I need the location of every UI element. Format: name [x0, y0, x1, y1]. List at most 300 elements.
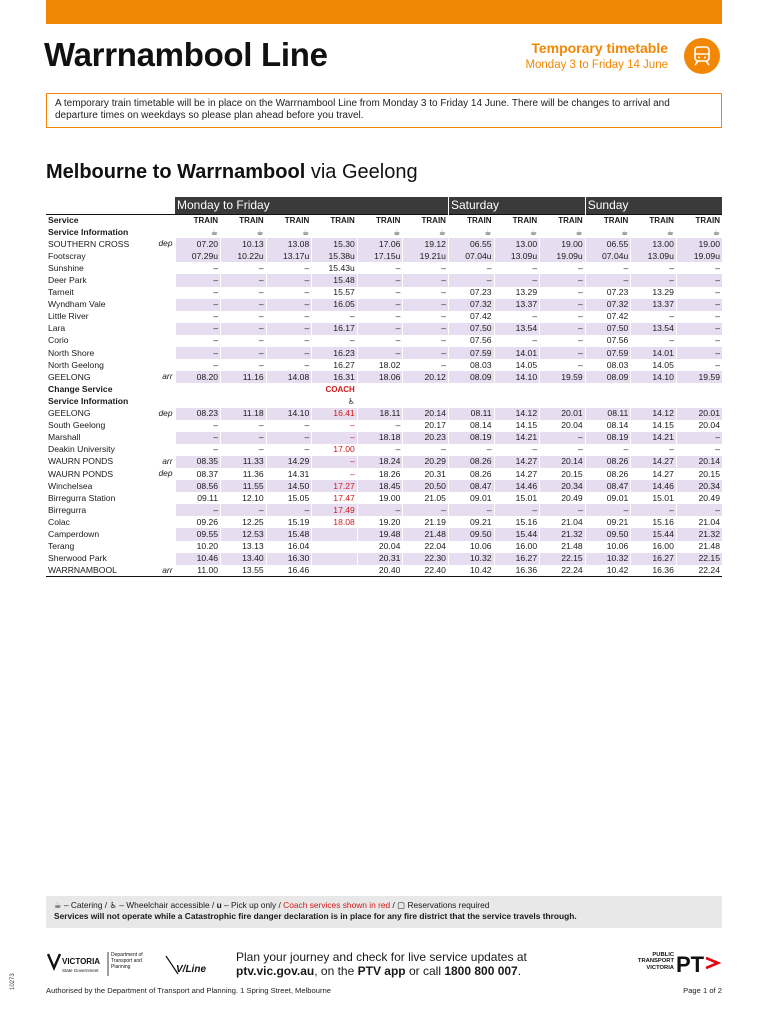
time-cell: TRAIN: [494, 214, 540, 226]
time-cell: ☕: [585, 226, 631, 238]
time-cell: 16.27: [494, 553, 540, 565]
time-cell: TRAIN: [676, 214, 722, 226]
time-cell: –: [312, 420, 358, 432]
time-cell: 14.01: [494, 347, 540, 359]
time-cell: 07.42: [585, 311, 631, 323]
time-cell: 18.18: [357, 432, 403, 444]
legend-u: u: [216, 900, 222, 910]
time-cell: –: [403, 274, 449, 286]
time-cell: 20.01: [540, 408, 586, 420]
time-cell: 14.10: [631, 371, 677, 383]
time-cell: [312, 541, 358, 553]
time-cell: 19.21u: [403, 250, 449, 262]
time-cell: –: [221, 432, 267, 444]
time-cell: 20.50: [403, 480, 449, 492]
time-cell: [403, 383, 449, 395]
time-cell: 09.50: [448, 528, 494, 540]
station-name: [46, 492, 175, 504]
arr-dep-marker: arr: [162, 564, 173, 575]
station-label: Deer Park: [48, 275, 87, 286]
time-cell: 07.42: [448, 311, 494, 323]
time-cell: 15.05: [266, 492, 312, 504]
time-cell: 16.00: [494, 541, 540, 553]
time-cell: 14.31: [266, 468, 312, 480]
time-cell: –: [266, 262, 312, 274]
table-row: [46, 395, 722, 407]
timetable-table: [46, 197, 722, 577]
time-cell: [631, 383, 677, 395]
time-cell: 11.33: [221, 456, 267, 468]
time-cell: 21.05: [403, 492, 449, 504]
time-cell: 15.01: [494, 492, 540, 504]
plan-or: or call: [405, 964, 445, 978]
time-cell: [631, 395, 677, 407]
time-cell: [540, 395, 586, 407]
time-cell: 18.02: [357, 359, 403, 371]
station-label: WAURN PONDS: [48, 468, 114, 479]
time-cell: –: [221, 311, 267, 323]
time-cell: –: [448, 504, 494, 516]
day-header-weekday: Monday to Friday: [175, 197, 448, 214]
legend: [46, 896, 722, 928]
time-cell: 13.13: [221, 541, 267, 553]
time-cell: 19.00: [676, 238, 722, 250]
time-cell: –: [357, 420, 403, 432]
time-cell: 20.23: [403, 432, 449, 444]
time-cell: 20.15: [676, 468, 722, 480]
time-cell: 13.37: [631, 299, 677, 311]
time-cell: 21.04: [676, 516, 722, 528]
station-label: Corio: [48, 335, 69, 346]
time-cell: 20.04: [676, 420, 722, 432]
time-cell: –: [403, 335, 449, 347]
timetable: [46, 197, 722, 577]
time-cell: –: [631, 274, 677, 286]
station-name: [46, 480, 175, 492]
time-cell: –: [585, 274, 631, 286]
time-cell: 16.27: [312, 359, 358, 371]
time-cell: –: [631, 444, 677, 456]
time-cell: 09.55: [175, 528, 221, 540]
time-cell: –: [312, 335, 358, 347]
time-cell: 08.23: [175, 408, 221, 420]
day-header-saturday: Saturday: [448, 197, 585, 214]
time-cell: –: [266, 299, 312, 311]
time-cell: TRAIN: [175, 214, 221, 226]
station-label: WARRNAMBOOL: [48, 565, 117, 576]
time-cell: 15.01: [631, 492, 677, 504]
time-cell: 14.21: [494, 432, 540, 444]
arr-dep-marker: dep: [158, 407, 173, 418]
time-cell: 13.09u: [494, 250, 540, 262]
time-cell: 15.48: [312, 274, 358, 286]
time-cell: –: [585, 444, 631, 456]
day-header-sunday: Sunday: [585, 197, 722, 214]
time-cell: 08.56: [175, 480, 221, 492]
time-cell: –: [175, 335, 221, 347]
time-cell: 20.49: [676, 492, 722, 504]
time-cell: –: [540, 504, 586, 516]
time-cell: 07.59: [585, 347, 631, 359]
time-cell: 10.32: [448, 553, 494, 565]
time-cell: 20.17: [403, 420, 449, 432]
time-cell: 10.46: [175, 553, 221, 565]
time-cell: 08.03: [585, 359, 631, 371]
plan-line-1: Plan your journey and check for live service updates at: [236, 950, 527, 964]
time-cell: 16.36: [494, 565, 540, 577]
time-cell: –: [494, 311, 540, 323]
time-cell: 11.55: [221, 480, 267, 492]
time-cell: –: [494, 274, 540, 286]
time-cell: 08.03: [448, 359, 494, 371]
time-cell: –: [540, 323, 586, 335]
victoria-sub: State Government: [62, 968, 99, 973]
time-cell: 10.42: [585, 565, 631, 577]
table-row: [46, 468, 722, 480]
station-label: Sunshine: [48, 262, 84, 273]
time-cell: 19.59: [676, 371, 722, 383]
time-cell: –: [266, 274, 312, 286]
time-cell: –: [403, 311, 449, 323]
time-cell: TRAIN: [357, 214, 403, 226]
time-cell: 14.46: [494, 480, 540, 492]
time-cell: 16.00: [631, 541, 677, 553]
station-label: Birregurra Station: [48, 492, 116, 503]
time-cell: –: [221, 444, 267, 456]
time-cell: 20.15: [540, 468, 586, 480]
time-cell: 15.16: [494, 516, 540, 528]
station-label: Deakin University: [48, 444, 115, 455]
time-cell: 07.23: [585, 287, 631, 299]
time-cell: [540, 383, 586, 395]
time-cell: [403, 395, 449, 407]
time-cell: –: [221, 335, 267, 347]
station-label: Lara: [48, 323, 66, 334]
pt-mark: PT: [676, 952, 705, 977]
time-cell: 15.44: [631, 528, 677, 540]
time-cell: –: [403, 359, 449, 371]
time-cell: –: [676, 323, 722, 335]
time-cell: –: [266, 359, 312, 371]
time-cell: –: [585, 262, 631, 274]
time-cell: 16.05: [312, 299, 358, 311]
time-cell: 16.46: [266, 565, 312, 577]
time-cell: –: [494, 335, 540, 347]
time-cell: –: [448, 274, 494, 286]
station-label: GEELONG: [48, 371, 91, 382]
time-cell: 19.09u: [540, 250, 586, 262]
time-cell: –: [266, 347, 312, 359]
time-cell: 22.24: [676, 565, 722, 577]
department-label: Department of Transport and Planning: [111, 952, 143, 970]
time-cell: –: [266, 432, 312, 444]
time-cell: ☕: [631, 226, 677, 238]
station-label: Service: [48, 214, 79, 225]
time-cell: 06.55: [585, 238, 631, 250]
arr-dep-marker: arr: [162, 455, 173, 466]
station-name: [46, 408, 175, 420]
table-row: [46, 528, 722, 540]
time-cell: –: [676, 359, 722, 371]
time-cell: –: [676, 311, 722, 323]
station-label: Service Information: [48, 395, 129, 406]
time-cell: –: [448, 444, 494, 456]
time-cell: TRAIN: [266, 214, 312, 226]
station-name: [46, 299, 175, 311]
time-cell: –: [221, 274, 267, 286]
time-cell: –: [175, 299, 221, 311]
time-cell: –: [266, 335, 312, 347]
time-cell: [585, 383, 631, 395]
station-name: [46, 359, 175, 371]
time-cell: 20.01: [676, 408, 722, 420]
time-cell: 07.56: [585, 335, 631, 347]
time-cell: 19.12: [403, 238, 449, 250]
time-cell: –: [540, 262, 586, 274]
time-cell: 14.05: [494, 359, 540, 371]
time-cell: 20.49: [540, 492, 586, 504]
time-cell: 17.47: [312, 492, 358, 504]
time-cell: 08.20: [175, 371, 221, 383]
time-cell: TRAIN: [403, 214, 449, 226]
table-row: [46, 359, 722, 371]
time-cell: 10.32: [585, 553, 631, 565]
time-cell: –: [357, 311, 403, 323]
time-cell: 08.35: [175, 456, 221, 468]
station-name: [46, 444, 175, 456]
time-cell: 16.30: [266, 553, 312, 565]
table-row: [46, 504, 722, 516]
time-cell: 08.09: [585, 371, 631, 383]
time-cell: 09.50: [585, 528, 631, 540]
station-name: [46, 383, 175, 395]
table-row: [46, 432, 722, 444]
time-cell: 15.16: [631, 516, 677, 528]
time-cell: –: [631, 262, 677, 274]
time-cell: 14.01: [631, 347, 677, 359]
time-cell: 08.47: [448, 480, 494, 492]
time-cell: [312, 528, 358, 540]
time-cell: [312, 565, 358, 577]
time-cell: 22.15: [540, 553, 586, 565]
time-cell: 09.01: [585, 492, 631, 504]
time-cell: 13.17u: [266, 250, 312, 262]
station-name: [46, 553, 175, 565]
station-label: Change Service: [48, 383, 113, 394]
table-row: [46, 250, 722, 262]
time-cell: 15.19: [266, 516, 312, 528]
time-cell: 17.27: [312, 480, 358, 492]
time-cell: 19.20: [357, 516, 403, 528]
time-cell: 14.15: [494, 420, 540, 432]
table-row: [46, 238, 722, 250]
time-cell: 09.21: [585, 516, 631, 528]
time-cell: 20.04: [540, 420, 586, 432]
time-cell: 08.26: [585, 456, 631, 468]
time-cell: [494, 383, 540, 395]
time-cell: 21.19: [403, 516, 449, 528]
time-cell: –: [357, 323, 403, 335]
day-header-blank: [46, 197, 175, 214]
time-cell: –: [448, 262, 494, 274]
time-cell: –: [403, 262, 449, 274]
time-cell: 07.59: [448, 347, 494, 359]
time-cell: [448, 383, 494, 395]
time-cell: 16.23: [312, 347, 358, 359]
station-label: Little River: [48, 311, 89, 322]
time-cell: 12.53: [221, 528, 267, 540]
time-cell: 13.55: [221, 565, 267, 577]
station-label: GEELONG: [48, 408, 91, 419]
ptv-url[interactable]: ptv.vic.gov.au: [236, 964, 315, 978]
time-cell: –: [266, 504, 312, 516]
station-name: [46, 274, 175, 286]
table-row: [46, 541, 722, 553]
time-cell: 14.12: [494, 408, 540, 420]
notice-box: A temporary train timetable will be in place on the Warrnambool Line from Monday 3 to Friday 14 June. There will be changes to arrival and departure times on weekdays so please plan ahead before you travel.: [46, 93, 722, 128]
time-cell: 15.57: [312, 287, 358, 299]
time-cell: 22.24: [540, 565, 586, 577]
station-label: Terang: [48, 541, 75, 552]
time-cell: 18.24: [357, 456, 403, 468]
time-cell: 10.06: [448, 541, 494, 553]
victoria-wordmark: VICTORIA: [62, 957, 101, 966]
station-name: [46, 371, 175, 383]
time-cell: –: [403, 287, 449, 299]
time-cell: 18.08: [312, 516, 358, 528]
victoria-logo: [46, 948, 156, 978]
time-cell: 09.21: [448, 516, 494, 528]
time-cell: 08.47: [585, 480, 631, 492]
station-label: SOUTHERN CROSS: [48, 238, 130, 249]
station-label: Wyndham Vale: [48, 299, 106, 310]
time-cell: 13.00: [631, 238, 677, 250]
time-cell: 20.31: [357, 553, 403, 565]
train-icon: [684, 38, 720, 74]
time-cell: 20.04: [357, 541, 403, 553]
time-cell: 14.46: [631, 480, 677, 492]
time-cell: –: [676, 504, 722, 516]
table-row: [46, 214, 722, 226]
station-label: Camperdown: [48, 528, 100, 539]
station-name: [46, 287, 175, 299]
time-cell: 14.21: [631, 432, 677, 444]
top-accent-bar: [46, 0, 722, 24]
time-cell: –: [676, 432, 722, 444]
legend-symbols: ☕ – Catering / ♿ – Wheelchair accessible /: [54, 900, 217, 910]
time-cell: 07.23: [448, 287, 494, 299]
table-row: [46, 274, 722, 286]
time-cell: TRAIN: [221, 214, 267, 226]
time-cell: –: [312, 311, 358, 323]
time-cell: 07.04u: [448, 250, 494, 262]
time-cell: TRAIN: [540, 214, 586, 226]
time-cell: [266, 383, 312, 395]
time-cell: 20.34: [676, 480, 722, 492]
time-cell: 07.56: [448, 335, 494, 347]
time-cell: 21.48: [676, 541, 722, 553]
time-cell: –: [221, 347, 267, 359]
time-cell: [494, 395, 540, 407]
station-label: Service Information: [48, 226, 129, 237]
time-cell: 18.26: [357, 468, 403, 480]
time-cell: ☕: [448, 226, 494, 238]
time-cell: –: [175, 274, 221, 286]
time-cell: ☕: [357, 226, 403, 238]
time-cell: 17.49: [312, 504, 358, 516]
time-cell: –: [676, 335, 722, 347]
station-name: [46, 335, 175, 347]
time-cell: [585, 395, 631, 407]
time-cell: 08.11: [585, 408, 631, 420]
time-cell: –: [175, 420, 221, 432]
time-cell: –: [175, 444, 221, 456]
time-cell: 10.42: [448, 565, 494, 577]
station-name: [46, 323, 175, 335]
time-cell: 14.27: [494, 456, 540, 468]
station-label: North Geelong: [48, 359, 104, 370]
route-heading-via: via Geelong: [305, 161, 418, 183]
time-cell: –: [403, 504, 449, 516]
time-cell: –: [175, 432, 221, 444]
table-row: [46, 299, 722, 311]
time-cell: [448, 395, 494, 407]
time-cell: 13.54: [631, 323, 677, 335]
legend-reservations: / ▢ Reservations required: [390, 900, 490, 910]
station-label: WAURN PONDS: [48, 456, 114, 467]
table-row: [46, 287, 722, 299]
time-cell: 17.06: [357, 238, 403, 250]
station-label: Colac: [48, 516, 70, 527]
time-cell: 16.27: [631, 553, 677, 565]
time-cell: 15.38u: [312, 250, 358, 262]
time-cell: [312, 553, 358, 565]
table-row: [46, 565, 722, 577]
time-cell: –: [175, 287, 221, 299]
time-cell: 20.14: [403, 408, 449, 420]
time-cell: 16.36: [631, 565, 677, 577]
time-cell: –: [676, 274, 722, 286]
time-cell: –: [631, 335, 677, 347]
station-name: [46, 347, 175, 359]
time-cell: –: [357, 299, 403, 311]
time-cell: –: [403, 323, 449, 335]
time-cell: 14.27: [631, 456, 677, 468]
time-cell: 20.40: [357, 565, 403, 577]
time-cell: ☕: [540, 226, 586, 238]
time-cell: –: [266, 287, 312, 299]
time-cell: –: [494, 444, 540, 456]
legend-pickup: – Pick up only /: [221, 900, 284, 910]
time-cell: 08.26: [448, 456, 494, 468]
table-row: [46, 456, 722, 468]
legend-coach-note: Coach services shown in red: [283, 900, 391, 910]
station-name: [46, 456, 175, 468]
station-name: [46, 432, 175, 444]
ptv-phone: 1800 800 007: [444, 964, 518, 978]
time-cell: [221, 395, 267, 407]
table-row: [46, 311, 722, 323]
time-cell: –: [221, 262, 267, 274]
vline-logo: [164, 952, 214, 978]
time-cell: 16.17: [312, 323, 358, 335]
time-cell: 07.50: [448, 323, 494, 335]
time-cell: –: [676, 287, 722, 299]
time-cell: 10.22u: [221, 250, 267, 262]
time-cell: 11.18: [221, 408, 267, 420]
time-cell: –: [221, 299, 267, 311]
station-name: [46, 311, 175, 323]
